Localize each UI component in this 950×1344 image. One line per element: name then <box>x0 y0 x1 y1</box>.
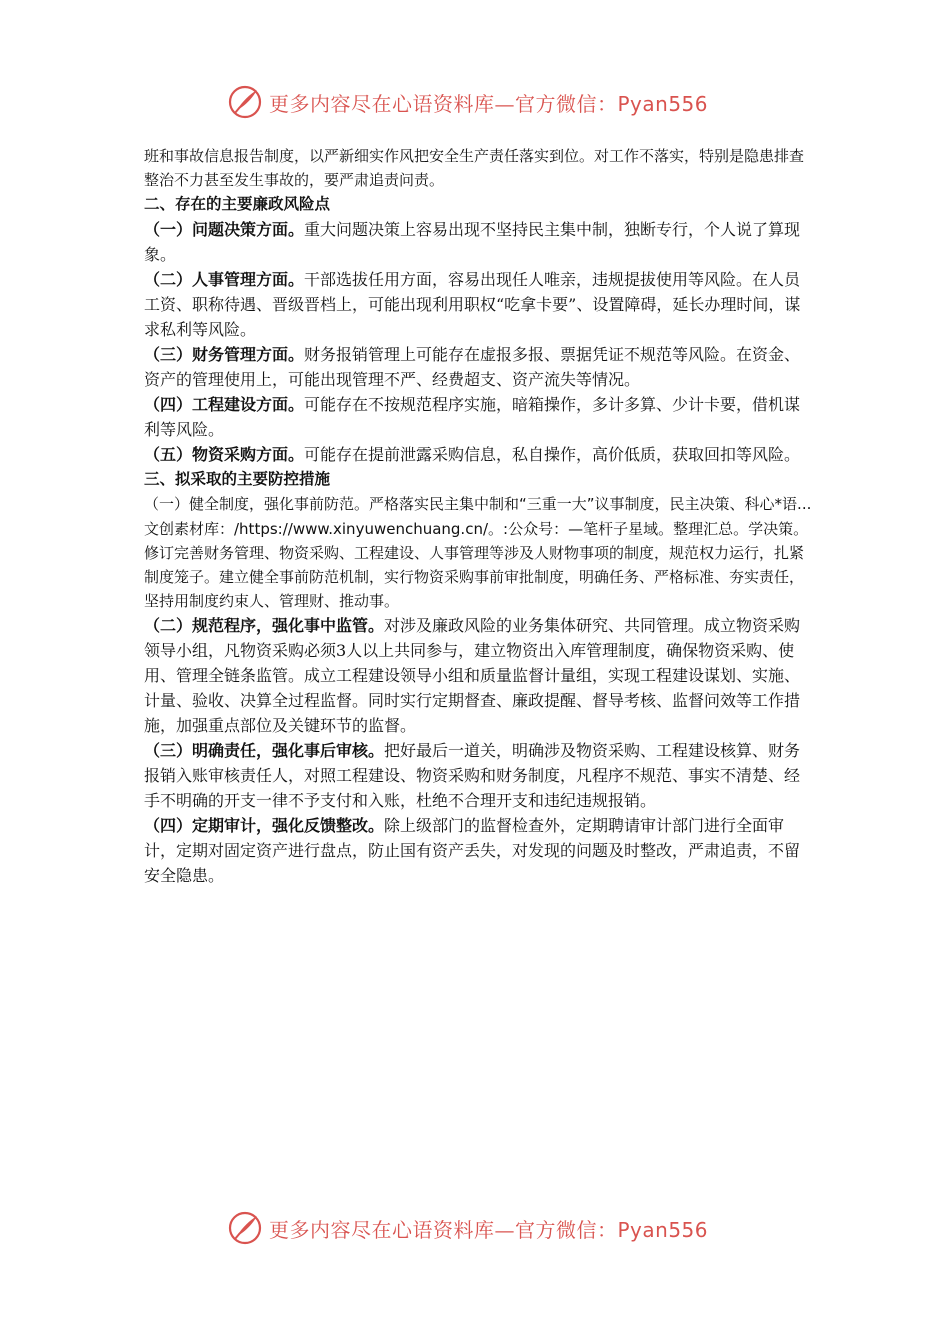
measure-item-4 <box>144 813 812 888</box>
risk-item-body: 财务报销管理上可能存在虚报多报、票据凭证不规范等风险。在资金、资产的管理使用上，可能出现管理不严、经费超支、资产流失等情况。 <box>144 345 801 390</box>
intro-paragraph: 班和事故信息报告制度，以严新细实作风把安全生产责任落实到位。对工作不落实，特别是隐患排查整治不力甚至发生事故的，要严肃追责问责。 <box>144 147 805 190</box>
measure-item-1: （一）健全制度，强化事前防范。严格落实民主集中制和“三重一大”议事制度，民主决策、科心*语...文创素材库：/https://www.xinyuwenchuang.cn/。:公众号：—笔杆子星域。整理汇总。学决策。修订完善财务管理、物资采购、工程建设、人事管理等涉及人财物事项的制度，规范权力运行，扎紧制度笼子。建立健全事前防范机制，实行物资采购事前审批制度，明确任务、严格标准、夯实责任，坚持用制度约束人、管理财、推动事。 <box>144 495 812 611</box>
header-banner <box>227 82 727 122</box>
footer-wechat-id: Pyan556 <box>617 1217 709 1242</box>
risk-item-heading: （五）物资采购方面。 <box>144 445 305 465</box>
measure-item-body: 把好最后一道关，明确涉及物资采购、工程建设核算、财务报销入账审核责任人，对照工程建设、物资采购和财务制度，凡程序不规范、事实不清楚、经手不明确的开支一律不予支付和入账，杜绝不合理开支和违纪违规报销。 <box>144 741 801 811</box>
risk-item-2 <box>144 267 812 342</box>
risk-item-heading: （四）工程建设方面。 <box>144 395 305 415</box>
quill-logo-icon <box>227 84 263 120</box>
risk-item-heading: （一）问题决策方面。 <box>144 220 305 240</box>
risk-item-heading: （三）财务管理方面。 <box>144 345 305 365</box>
risk-item-5 <box>144 442 812 467</box>
footer-banner <box>227 1208 727 1248</box>
header-banner-label: 更多内容尽在心语资料库—官方微信： <box>269 91 618 116</box>
risk-item-4 <box>144 392 812 442</box>
risk-item-3 <box>144 342 812 392</box>
measure-item-3 <box>144 738 812 813</box>
measure-item-2 <box>144 613 812 738</box>
quill-logo-icon <box>227 1210 263 1246</box>
risk-item-body: 干部选拔任用方面，容易出现任人唯亲，违规提拔使用等风险。在人员工资、职称待遇、晋级晋档上，可能出现利用职权“吃拿卡要”、设置障碍，延长办理时间，谋求私利等风险。 <box>144 270 801 340</box>
risk-item-body: 可能存在提前泄露采购信息，私自操作，高价低质，获取回扣等风险。 <box>304 445 801 465</box>
measure-item-heading: （二）规范程序，强化事中监管。 <box>144 616 385 636</box>
footer-banner-label: 更多内容尽在心语资料库—官方微信： <box>269 1217 618 1242</box>
risk-item-heading: （二）人事管理方面。 <box>144 270 305 290</box>
document-body <box>144 144 812 888</box>
section-2-title: 二、存在的主要廉政风险点 <box>144 195 331 214</box>
header-banner-text <box>269 88 708 117</box>
risk-item-body: 重大问题决策上容易出现不坚持民主集中制，独断专行，个人说了算现象。 <box>144 220 801 265</box>
header-wechat-id: Pyan556 <box>617 91 709 116</box>
measure-item-body: 对涉及廉政风险的业务集体研究、共同管理。成立物资采购领导小组，凡物资采购必须3人以上共同参与，建立物资出入库管理制度，确保物资采购、使用、管理全链条监管。成立工程建设领导小组和质量监督计量组，实现工程建设谋划、实施、计量、验收、决算全过程监督。同时实行定期督查、廉政提醒、督导考核、监督问效等工作措施，加强重点部位及关键环节的监督。 <box>144 616 801 736</box>
measure-item-heading: （四）定期审计，强化反馈整改。 <box>144 816 385 836</box>
risk-item-1 <box>144 217 812 267</box>
section-3-title: 三、拟采取的主要防控措施 <box>144 470 331 489</box>
measure-item-body: 除上级部门的监督检查外，定期聘请审计部门进行全面审计，定期对固定资产进行盘点，防止国有资产丢失，对发现的问题及时整改，严肃追责，不留安全隐患。 <box>144 816 801 886</box>
footer-banner-text <box>269 1214 708 1243</box>
measure-item-heading: （三）明确责任，强化事后审核。 <box>144 741 385 761</box>
risk-item-body: 可能存在不按规范程序实施，暗箱操作，多计多算、少计卡要，借机谋利等风险。 <box>144 395 801 440</box>
